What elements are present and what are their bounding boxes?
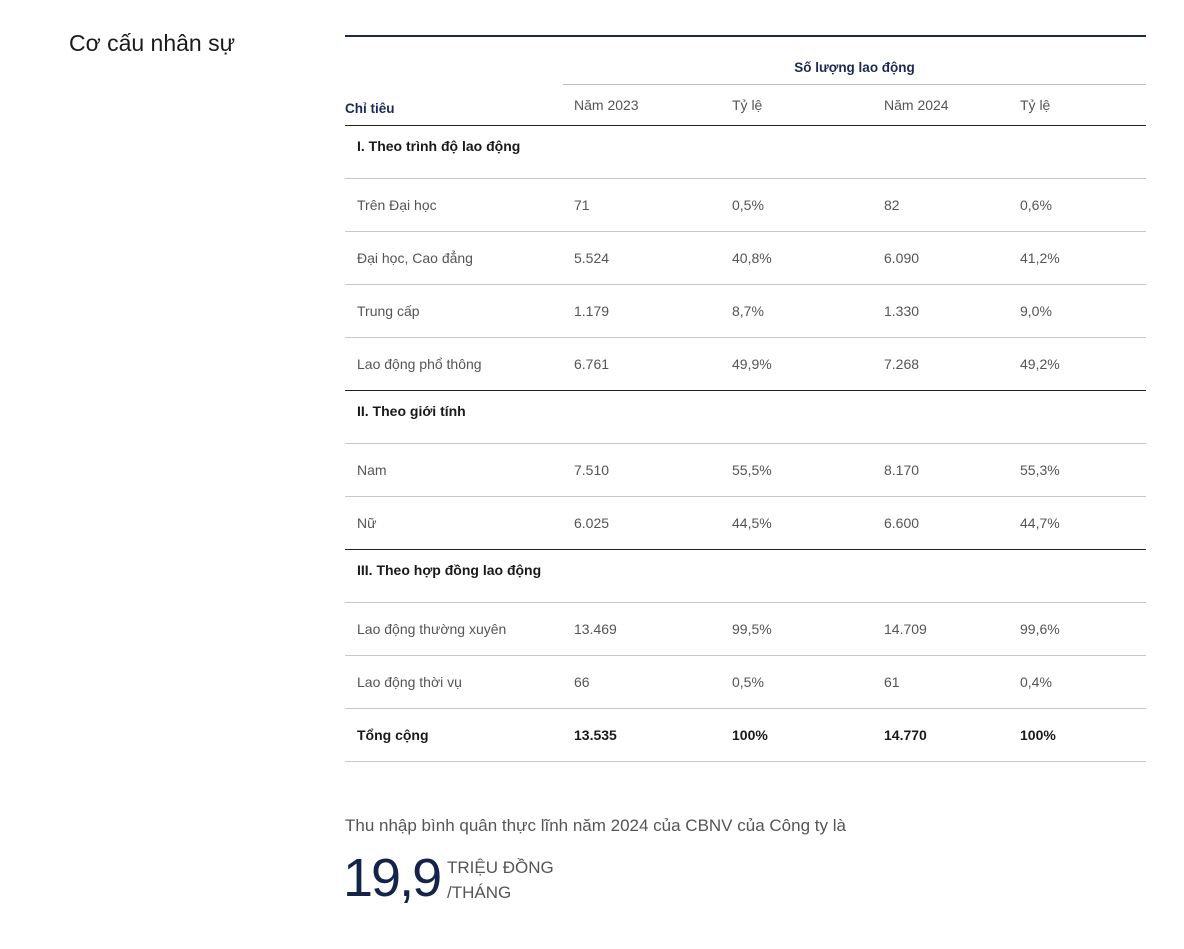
value-2023: 6.761 <box>563 338 721 391</box>
value-2023: 13.469 <box>563 603 721 656</box>
ratio-2024: 49,2% <box>1009 338 1146 391</box>
table-header <box>345 36 1146 126</box>
ratio-2024: 99,6% <box>1009 603 1146 656</box>
header-ratio-2023: Tỷ lệ <box>721 85 873 126</box>
header-indicator: Chỉ tiêu <box>345 36 563 126</box>
ratio-2024: 41,2% <box>1009 232 1146 285</box>
value-2024: 14.709 <box>873 603 1009 656</box>
value-2023: 71 <box>563 179 721 232</box>
section-title: Cơ cấu nhân sự <box>69 30 236 56</box>
value-2023: 66 <box>563 656 721 709</box>
value-2024: 1.330 <box>873 285 1009 338</box>
value-2024: 61 <box>873 656 1009 709</box>
value-2023: 5.524 <box>563 232 721 285</box>
ratio-2024: 44,7% <box>1009 497 1146 550</box>
total-row-label: Tổng cộng <box>345 709 563 762</box>
table-body <box>345 126 1146 762</box>
row-label: Trên Đại học <box>345 179 563 232</box>
row-label: Lao động phổ thông <box>345 338 563 391</box>
table-row <box>345 656 1146 709</box>
total-ratio-2024: 100% <box>1009 709 1146 762</box>
category-row <box>345 391 1146 444</box>
row-label: Nữ <box>345 497 563 550</box>
header-labor-count: Số lượng lao động <box>563 36 1146 85</box>
header-ratio-2024: Tỷ lệ <box>1009 85 1146 126</box>
income-unit-line2: /THÁNG <box>447 883 512 902</box>
ratio-2023: 44,5% <box>721 497 873 550</box>
value-2024: 6.600 <box>873 497 1009 550</box>
value-2023: 6.025 <box>563 497 721 550</box>
category-title: III. Theo hợp đồng lao động <box>345 550 1146 603</box>
total-value-2024: 14.770 <box>873 709 1009 762</box>
row-label: Lao động thời vụ <box>345 656 563 709</box>
table-row <box>345 232 1146 285</box>
value-2023: 7.510 <box>563 444 721 497</box>
total-ratio-2023: 100% <box>721 709 873 762</box>
table-row <box>345 338 1146 391</box>
value-2024: 7.268 <box>873 338 1009 391</box>
category-title: I. Theo trình độ lao động <box>345 126 1146 179</box>
ratio-2024: 55,3% <box>1009 444 1146 497</box>
ratio-2023: 0,5% <box>721 656 873 709</box>
row-label: Nam <box>345 444 563 497</box>
table-row <box>345 285 1146 338</box>
total-value-2023: 13.535 <box>563 709 721 762</box>
labor-structure-table <box>345 35 1146 762</box>
total-row <box>345 709 1146 762</box>
ratio-2023: 49,9% <box>721 338 873 391</box>
value-2024: 82 <box>873 179 1009 232</box>
income-unit <box>447 855 554 905</box>
table-row <box>345 179 1146 232</box>
table-row <box>345 497 1146 550</box>
ratio-2023: 8,7% <box>721 285 873 338</box>
ratio-2024: 0,6% <box>1009 179 1146 232</box>
ratio-2023: 99,5% <box>721 603 873 656</box>
category-row <box>345 126 1146 179</box>
header-year-2024: Năm 2024 <box>873 85 1009 126</box>
row-label: Đại học, Cao đẳng <box>345 232 563 285</box>
ratio-2024: 9,0% <box>1009 285 1146 338</box>
table-row <box>345 444 1146 497</box>
value-2023: 1.179 <box>563 285 721 338</box>
value-2024: 8.170 <box>873 444 1009 497</box>
labor-structure-table-wrap <box>345 35 1146 762</box>
row-label: Trung cấp <box>345 285 563 338</box>
ratio-2023: 55,5% <box>721 444 873 497</box>
row-label: Lao động thường xuyên <box>345 603 563 656</box>
income-note: Thu nhập bình quân thực lĩnh năm 2024 của CBNV của Công ty là <box>345 816 846 835</box>
income-value: 19,9 <box>343 848 441 908</box>
category-row <box>345 550 1146 603</box>
ratio-2023: 40,8% <box>721 232 873 285</box>
value-2024: 6.090 <box>873 232 1009 285</box>
ratio-2024: 0,4% <box>1009 656 1146 709</box>
ratio-2023: 0,5% <box>721 179 873 232</box>
header-year-2023: Năm 2023 <box>563 85 721 126</box>
table-row <box>345 603 1146 656</box>
income-unit-line1: TRIỆU ĐỒNG <box>447 858 554 877</box>
category-title: II. Theo giới tính <box>345 391 1146 444</box>
